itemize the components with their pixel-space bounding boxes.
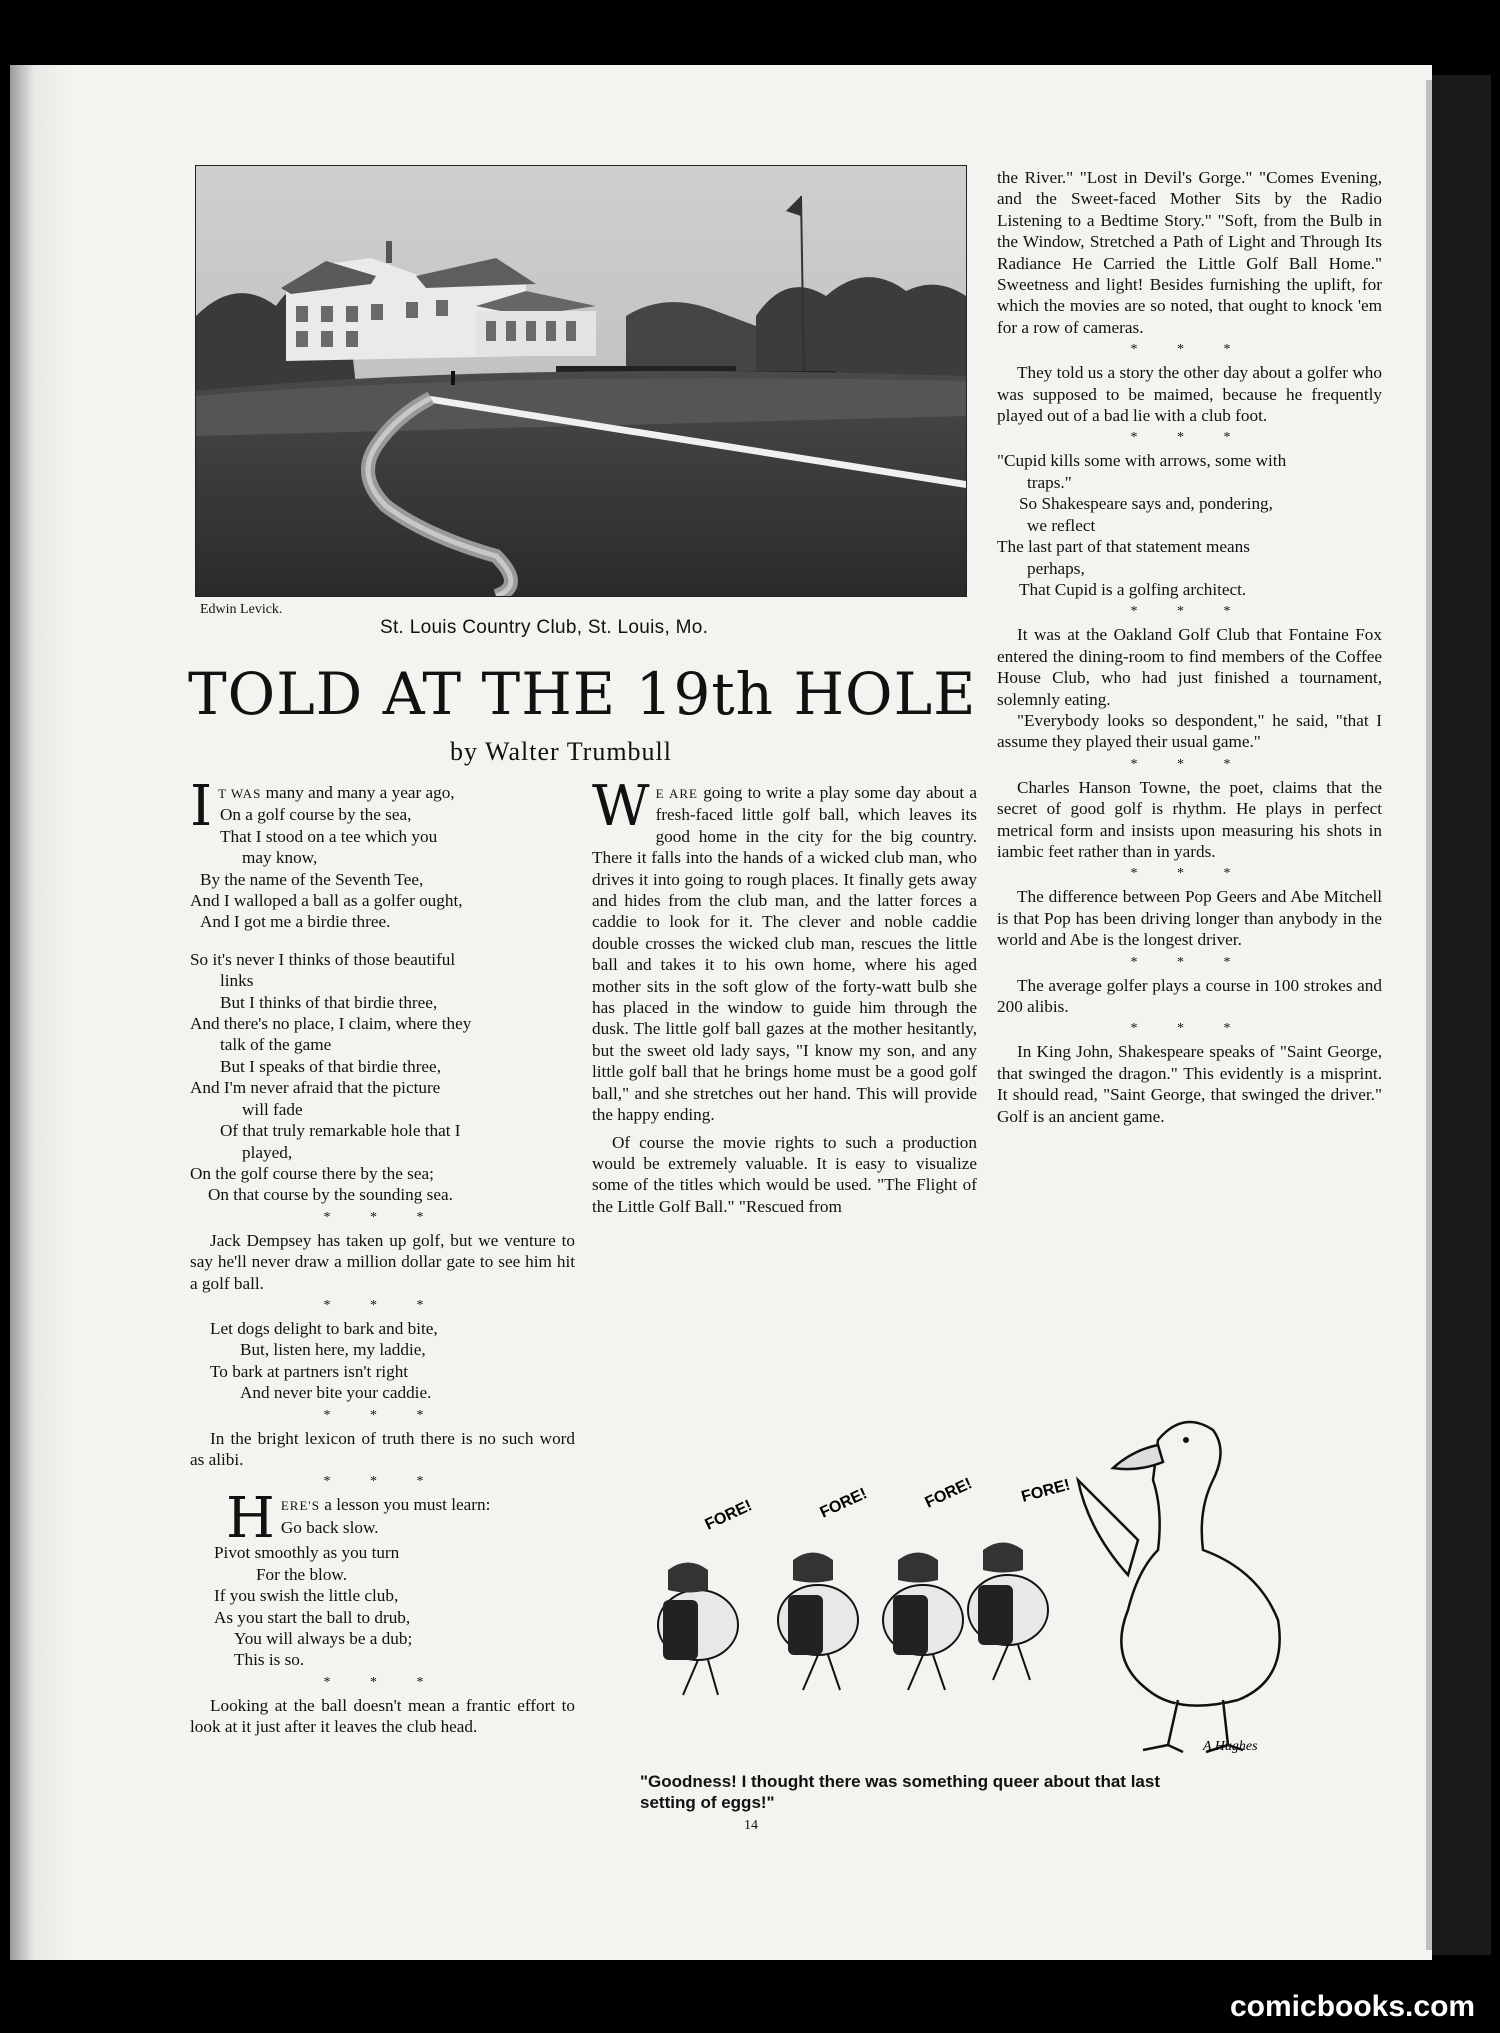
poem-line: many and many a year ago, (261, 783, 455, 802)
poem-birdie-three (190, 949, 575, 1206)
artist-signature: A Hughes (1203, 1739, 1258, 1754)
poem-line: traps." (1027, 472, 1072, 492)
paragraph-average: The average golfer plays a course in 100 strokes and 200 alibis. (997, 975, 1382, 1016)
poem-line: But, listen here, my laddie, (240, 1340, 426, 1360)
poem-line: If you swish the little club, (214, 1586, 399, 1606)
section-separator: * * * (1130, 430, 1249, 446)
section-separator: * * * (1130, 342, 1249, 358)
poem-line: Of that truly remarkable hole that I (220, 1121, 461, 1141)
poem-line: links (220, 971, 254, 991)
drop-cap: H (226, 1486, 275, 1552)
fore-shout: FORE! (922, 1475, 975, 1512)
cartoon-illustration (638, 1400, 1328, 1770)
section-separator: * * * (1130, 954, 1249, 970)
fore-shout: FORE! (1019, 1476, 1073, 1506)
paragraph-oakland: It was at the Oakland Golf Club that Fontaine Fox entered the dining-room to find members of the Coffee House Club, who had just finished a tournament, solemnly eating. (997, 625, 1382, 709)
poem-cupid (997, 450, 1382, 600)
section-separator: * * * (1130, 866, 1249, 882)
poem-line: a lesson you must learn: (319, 1495, 491, 1515)
column-1 (190, 774, 575, 1738)
section-separator: * * * (1130, 756, 1249, 772)
poem-line: Go back slow. (280, 1517, 379, 1537)
poem-line: On a golf course by the sea, (220, 805, 412, 825)
section-separator: * * * (1130, 604, 1249, 620)
watermark: comicbooks.com (1230, 1990, 1476, 2023)
poem-line: For the blow. (256, 1564, 348, 1584)
poem-line: That I stood on a tee which you (220, 826, 438, 846)
poem-line: But I thinks of that birdie three, (220, 992, 438, 1012)
paragraph-towne: Charles Hanson Towne, the poet, claims that the secret of good golf is rhythm. He plays in perfect metrical form and insists upon measuring his shots in iambic feet rather than in yards. (997, 777, 1382, 861)
paragraph-maimed: They told us a story the other day about a golfer who was supposed to be maimed, because he frequently played out of a bad lie with a club foot. (997, 363, 1382, 426)
paragraph-titles: the River." "Lost in Devil's Gorge." "Comes Evening, and the Sweet-faced Mother Sits by the Radio Listening to a Bedtime Story." "Soft, from the Bulb in the Window, Stretched a Path of Light and Through Its Radiance He Carried the Little Golf Ball Home." Sweetness and light! Besides furnishing the uplift, for which the movies are so noted, that ought to knock 'em for a row of cameras. (997, 168, 1382, 337)
poem-line: perhaps, (1027, 558, 1085, 578)
paragraph-king-john: In King John, Shakespeare speaks of "Saint George, that swinged the dragon." This evidently is a misprint. It should read, "Saint George, that swinged the driver." Golf is an ancient game. (997, 1042, 1382, 1126)
small-caps-opening: ERE'S (280, 1498, 320, 1514)
country-club-photo (195, 165, 967, 597)
paragraph-movie-rights: Of course the movie rights to such a production would be extremely valuable. It is easy to visualize some of the titles which would be used. "The Flight of the Little Golf Ball." "Rescued from (592, 1132, 977, 1216)
goose-cartoon (638, 1400, 1328, 1770)
small-caps-opening: E ARE (655, 786, 698, 801)
poem-line: will fade (242, 1099, 303, 1119)
paragraph-play (592, 774, 977, 1126)
photo-credit: Edwin Levick. (200, 602, 283, 617)
column-3 (997, 167, 1382, 1127)
photo-caption: St. Louis Country Club, St. Louis, Mo. (380, 617, 709, 638)
cartoon-caption (640, 1771, 1160, 1813)
section-separator: * * * (323, 1297, 442, 1313)
paragraph-dempsey: Jack Dempsey has taken up golf, but we venture to say he'll never draw a million dollar gate to see him hit a golf ball. (190, 1230, 575, 1293)
poem-line: talk of the game (220, 1035, 332, 1055)
poem-lesson (190, 1486, 575, 1670)
paragraph-geers: The difference between Pop Geers and Abe Mitchell is that Pop has been driving longer than anybody in the world and Abe is the longest driver. (997, 887, 1382, 950)
paragraph-lexicon: In the bright lexicon of truth there is no such word as alibi. (190, 1428, 575, 1469)
poem-line: So it's never I thinks of those beautiful (190, 949, 456, 969)
poem-line: That Cupid is a golfing architect. (1019, 579, 1247, 599)
poem-line: we reflect (1027, 515, 1096, 535)
poem-line: On the golf course there by the sea; (190, 1163, 434, 1183)
paragraph-despondent: "Everybody looks so despondent," he said, "that I assume they played their usual game." (997, 710, 1382, 752)
poem-line: As you start the ball to drub, (214, 1607, 411, 1627)
page-number: 14 (744, 1818, 758, 1833)
section-separator: * * * (323, 1407, 442, 1423)
poem-seventh-tee (190, 774, 575, 933)
poem-line: To bark at partners isn't right (210, 1361, 409, 1381)
poem-line: And there's no place, I claim, where they (190, 1014, 472, 1034)
poem-line: played, (242, 1142, 293, 1162)
poem-line: So Shakespeare says and, pondering, (1019, 494, 1273, 514)
paragraph-looking: Looking at the ball doesn't mean a frantic effort to look at it just after it leaves the club head. (190, 1695, 575, 1737)
fore-shout: FORE! (702, 1497, 755, 1534)
section-separator: * * * (323, 1474, 442, 1490)
poem-line: may know, (242, 848, 318, 868)
poem-line: The last part of that statement means (997, 537, 1250, 557)
section-separator: * * * (1130, 1021, 1249, 1037)
poem-line: And I got me a birdie three. (200, 912, 391, 932)
poem-line: "Cupid kills some with arrows, some with (997, 451, 1287, 471)
poem-line: You will always be a dub; (234, 1629, 413, 1648)
chick-golfers (658, 1543, 1048, 1696)
cartoon-caption-line: setting of eggs!" (640, 1793, 775, 1812)
article-title (188, 660, 976, 728)
poem-line: By the name of the Seventh Tee, (200, 869, 424, 889)
page-edge (1426, 80, 1432, 1950)
poem-dogs (190, 1318, 575, 1404)
poem-line: And I'm never afraid that the picture (190, 1078, 441, 1098)
article-title-text: TOLD AT THE 19th HOLE (188, 660, 977, 728)
poem-line: On that course by the sounding sea. (208, 1185, 453, 1205)
drop-cap: W (592, 774, 650, 839)
small-caps-opening: T WAS (218, 786, 262, 801)
poem-line: And I walloped a ball as a golfer ought, (190, 891, 463, 911)
poem-line: But I speaks of that birdie three, (220, 1056, 441, 1076)
fore-shout: FORE! (817, 1485, 870, 1522)
facing-page-edge (1428, 75, 1491, 1955)
article-byline: by Walter Trumbull (450, 737, 673, 766)
poem-line: This is so. (234, 1650, 305, 1670)
poem-line: Pivot smoothly as you turn (214, 1543, 400, 1563)
column-2 (592, 774, 977, 1217)
section-separator: * * * (323, 1209, 442, 1225)
paragraph-play-text: going to write a play some day about a fresh-faced little golf ball, which leaves its good home in the city for the big country. There it falls into the hands of a wicked club man, who drives it into going to rough places. It finally gets away and hides from the club man, and the latter forces a caddie to look for it. The clever and noble caddie double crosses the wicked club man, rescues the little ball and takes it to his own home, where his aged mother sits in the soft glow of the forty-watt bulb she has placed in the window to guide him through the dusk. The little golf ball gazes at the mother hesitantly, but the sweet old lady says, "I know my son, and any little golf ball that he brings home must be a good golf ball," and she stretches out her hand. This will provide the happy ending. (592, 783, 977, 1125)
poem-line: And never bite your caddie. (240, 1383, 432, 1403)
drop-cap: I (190, 774, 213, 839)
section-separator: * * * (323, 1674, 442, 1690)
poem-line: Let dogs delight to bark and bite, (210, 1318, 438, 1338)
page-gutter-shadow (10, 65, 70, 1960)
cartoon-caption-line: "Goodness! I thought there was something queer about that last (640, 1772, 1160, 1791)
